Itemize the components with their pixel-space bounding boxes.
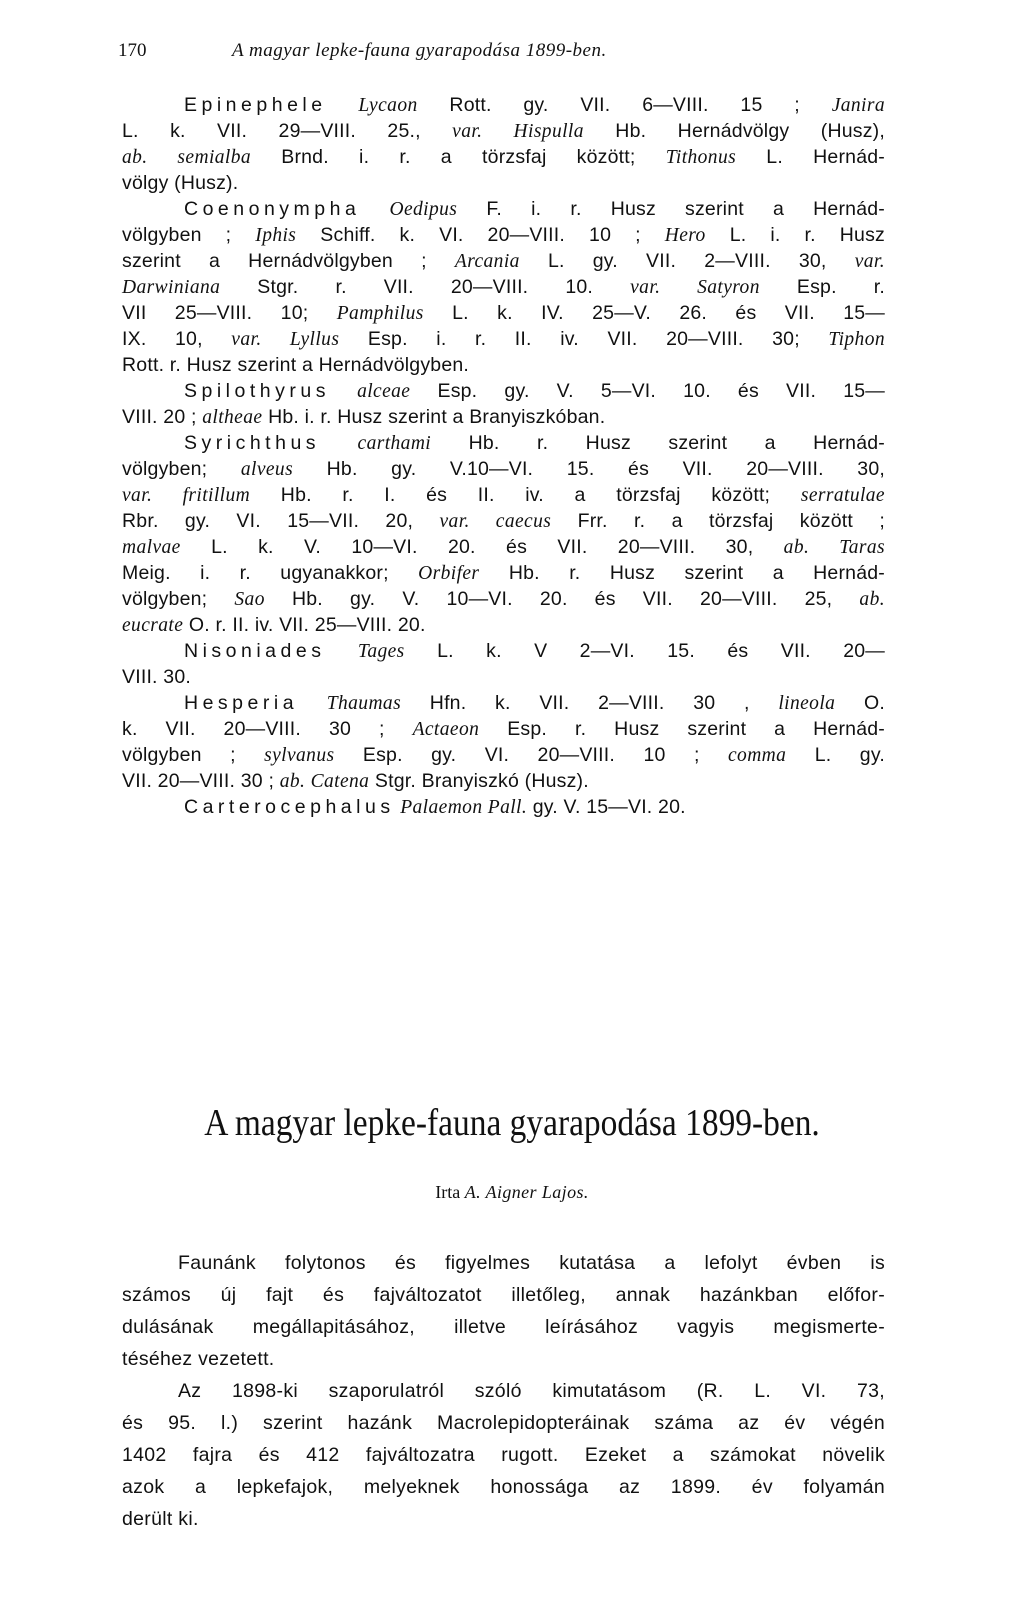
taxon-name: Tages bbox=[357, 641, 405, 662]
genus-label: Epinephele bbox=[184, 94, 327, 116]
entry-line bbox=[122, 326, 885, 353]
taxon-name: Janira bbox=[831, 95, 885, 116]
entry-text: L. i. r. Husz bbox=[705, 224, 885, 246]
genus-label: Spilothyrus bbox=[184, 380, 330, 402]
taxon-name: serratulae bbox=[800, 485, 885, 506]
entry-line bbox=[122, 144, 885, 171]
entry-line bbox=[184, 690, 885, 717]
paragraph-line: dulásának megállapitásához, illetve leírásához vagyis megismerte- bbox=[122, 1316, 885, 1338]
entry-text: Stgr. r. VII. 20—VIII. 10. bbox=[220, 276, 631, 298]
entry-line bbox=[122, 586, 885, 613]
entry-text: O. r. II. iv. VII. 25—VIII. 20. bbox=[183, 614, 426, 636]
entry-line bbox=[184, 92, 885, 119]
entry-text: Rott. gy. VII. 6—VIII. 15 ; bbox=[417, 94, 832, 116]
entry-line bbox=[122, 508, 885, 535]
entry-text: völgyben ; bbox=[122, 744, 265, 766]
entry-text: Hb. gy. V. 10—VI. 20. és VII. 20—VIII. 25, bbox=[264, 588, 860, 610]
taxon-name: var. caecus bbox=[439, 511, 552, 532]
entry-text: Hb. r. Husz szerint a Hernád- bbox=[479, 562, 885, 584]
entry-text: Hb. Hernádvölgy (Husz), bbox=[583, 120, 885, 142]
taxon-name: ab. semialba bbox=[122, 147, 252, 168]
taxon-name: Arcania bbox=[454, 251, 520, 272]
paragraph-line: téséhez vezetett. bbox=[122, 1348, 275, 1370]
entry-text: Esp. gy. VI. 20—VIII. 10 ; bbox=[334, 744, 728, 766]
entry-text: Hb. r. Husz szerint a Hernád- bbox=[431, 432, 886, 454]
entry-text: Hb. gy. V.10—VI. 15. és VII. 20—VIII. 30, bbox=[293, 458, 885, 480]
page-number: 170 bbox=[118, 40, 147, 61]
entry-text: Frr. r. a törzsfaj között ; bbox=[551, 510, 885, 532]
paragraph-line: Az 1898-ki szaporulatról szóló kimutatásom (R. L. VI. 73, bbox=[178, 1380, 885, 1402]
taxon-name: eucrate bbox=[122, 615, 184, 636]
taxon-name: Lycaon bbox=[358, 95, 418, 116]
entry-line bbox=[122, 170, 885, 196]
genus-label: Nisoniades bbox=[184, 640, 326, 662]
taxon-name: carthami bbox=[357, 433, 432, 454]
genus-label: Hesperia bbox=[184, 692, 299, 714]
entry-line bbox=[122, 404, 885, 431]
taxon-name: alveus bbox=[240, 459, 294, 480]
entry-text: L. k. V 2—VI. 15. és VII. 20— bbox=[404, 640, 885, 662]
entry-text: Schiff. k. VI. 20—VIII. 10 ; bbox=[296, 224, 665, 246]
entry-text: Stgr. Branyiszkó (Husz). bbox=[369, 770, 589, 792]
entry-text: Brnd. i. r. a törzsfaj között; bbox=[251, 146, 666, 168]
taxon-name: ab. Taras bbox=[783, 537, 885, 558]
paragraph-line: 1402 fajra és 412 fajváltozatra rugott. Ezeket a számokat növelik bbox=[122, 1444, 885, 1466]
entry-text: L. k. VII. 29—VIII. 25., bbox=[122, 120, 453, 142]
entry-line bbox=[122, 352, 885, 378]
entry-text: völgyben ; bbox=[122, 224, 256, 246]
entry-line bbox=[122, 118, 885, 145]
taxon-name: var. Satyron bbox=[630, 277, 760, 298]
taxon-name: Oedipus bbox=[389, 199, 458, 220]
taxon-name: alceae bbox=[357, 381, 411, 402]
taxon-name: var. Hispulla bbox=[452, 121, 584, 142]
entry-line bbox=[122, 248, 885, 275]
entry-line bbox=[184, 196, 885, 223]
entry-line bbox=[122, 222, 885, 249]
taxon-name: comma bbox=[727, 745, 787, 766]
byline bbox=[0, 1180, 1024, 1204]
entry-text: Hb. i. r. Husz szerint a Branyiszkóban. bbox=[262, 406, 606, 428]
entry-text: Rott. r. Husz szerint a Hernádvölgyben. bbox=[122, 354, 470, 376]
taxon-name: Orbifer bbox=[418, 563, 480, 584]
entry-text: L. gy. bbox=[786, 744, 885, 766]
taxon-name: Thaumas bbox=[326, 693, 402, 714]
article-title: A magyar lepke-fauna gyarapodása 1899-ben. bbox=[204, 1102, 820, 1144]
entry-text: szerint a Hernádvölgyben ; bbox=[122, 250, 455, 272]
entry-text: IX. 10, bbox=[122, 328, 232, 350]
taxon-name: Tiphon bbox=[828, 329, 885, 350]
entry-text: Esp. i. r. II. iv. VII. 20—VIII. 30; bbox=[339, 328, 829, 350]
paragraph-line: számos új fajt és fajváltozatot illetőleg, annak hazánkban előfor- bbox=[122, 1284, 885, 1306]
entry-line bbox=[122, 768, 885, 795]
entry-text: Esp. gy. V. 5—VI. 10. és VII. 15— bbox=[410, 380, 885, 402]
taxon-name: Iphis bbox=[255, 225, 297, 246]
taxon-name: Hero bbox=[664, 225, 706, 246]
entry-text: Esp. r. bbox=[759, 276, 886, 298]
entry-text: völgyben; bbox=[122, 588, 235, 610]
taxon-name: ab. Catena bbox=[279, 771, 370, 792]
paragraph-line: derült ki. bbox=[122, 1508, 199, 1530]
entry-line bbox=[122, 482, 885, 509]
entry-line bbox=[122, 612, 885, 639]
genus-label: Coenonympha bbox=[184, 198, 361, 220]
entry-text: gy. V. 15—VI. 20. bbox=[527, 796, 686, 818]
paragraph-line: és 95. l.) szerint hazánk Macrolepidopteráinak száma az év végén bbox=[122, 1412, 885, 1434]
genus-label: Carterocephalus bbox=[184, 796, 395, 818]
paragraph-line: Faunánk folytonos és figyelmes kutatása a lefolyt évben is bbox=[178, 1252, 885, 1274]
entry-line bbox=[122, 274, 885, 301]
entry-line bbox=[122, 534, 885, 561]
taxon-name: Sao bbox=[234, 589, 265, 610]
taxon-name: var. Lyllus bbox=[231, 329, 340, 350]
running-header bbox=[118, 38, 888, 64]
taxon-name: Palaemon Pall. bbox=[400, 797, 528, 818]
entry-text: L. gy. VII. 2—VIII. 30, bbox=[519, 250, 855, 272]
running-title: A magyar lepke-fauna gyarapodása 1899-ben. bbox=[232, 40, 607, 61]
entry-text: k. VII. 20—VIII. 30 ; bbox=[122, 718, 413, 740]
entry-text: völgy (Husz). bbox=[122, 172, 239, 194]
taxon-name: malvae bbox=[122, 537, 181, 558]
entry-line bbox=[184, 794, 885, 821]
entry-text: Hfn. k. VII. 2—VIII. 30 , bbox=[401, 692, 779, 714]
taxon-name: ab. bbox=[859, 589, 885, 610]
entry-text: Meig. i. r. ugyanakkor; bbox=[122, 562, 419, 584]
entry-text: Esp. r. Husz szerint a Hernád- bbox=[479, 718, 885, 740]
entry-line bbox=[122, 300, 885, 327]
taxon-name: Pamphilus bbox=[336, 303, 424, 324]
entry-text: Hb. r. I. és II. iv. a törzsfaj között; bbox=[250, 484, 801, 506]
taxon-name: var. bbox=[854, 251, 885, 272]
taxon-name: Actaeon bbox=[412, 719, 480, 740]
entry-text: VII. 20—VIII. 30 ; bbox=[122, 770, 280, 792]
byline-prefix: Irta bbox=[435, 1182, 461, 1202]
entry-text: VIII. 20 ; bbox=[122, 406, 203, 428]
entry-line bbox=[184, 638, 885, 665]
author-name: A. Aigner Lajos. bbox=[464, 1182, 589, 1202]
genus-label: Syrichthus bbox=[184, 432, 321, 454]
entry-text: L. k. V. 10—VI. 20. és VII. 20—VIII. 30, bbox=[180, 536, 784, 558]
entry-line bbox=[184, 378, 885, 405]
taxon-name: Tithonus bbox=[665, 147, 737, 168]
taxon-name: lineola bbox=[778, 693, 836, 714]
taxon-name: var. fritillum bbox=[122, 485, 251, 506]
entry-text: L. k. IV. 25—V. 26. és VII. 15— bbox=[423, 302, 885, 324]
entry-text: Rbr. gy. VI. 15—VII. 20, bbox=[122, 510, 440, 532]
entry-text: F. i. r. Husz szerint a Hernád- bbox=[457, 198, 885, 220]
taxon-name: Darwiniana bbox=[122, 277, 221, 298]
paragraph-line: azok a lepkefajok, melyeknek honossága az 1899. év folyamán bbox=[122, 1476, 885, 1498]
entry-line bbox=[184, 430, 885, 457]
entry-line bbox=[122, 716, 885, 743]
entry-line bbox=[122, 456, 885, 483]
entry-line bbox=[122, 742, 885, 769]
entry-text: L. Hernád- bbox=[736, 146, 885, 168]
entry-text: O. bbox=[835, 692, 885, 714]
entry-text: VIII. 30. bbox=[122, 666, 192, 688]
entry-line bbox=[122, 664, 885, 690]
entry-text: völgyben; bbox=[122, 458, 241, 480]
taxon-name: sylvanus bbox=[264, 745, 335, 766]
taxon-name: altheae bbox=[202, 407, 263, 428]
entry-text: VII 25—VIII. 10; bbox=[122, 302, 337, 324]
entry-line bbox=[122, 560, 885, 587]
